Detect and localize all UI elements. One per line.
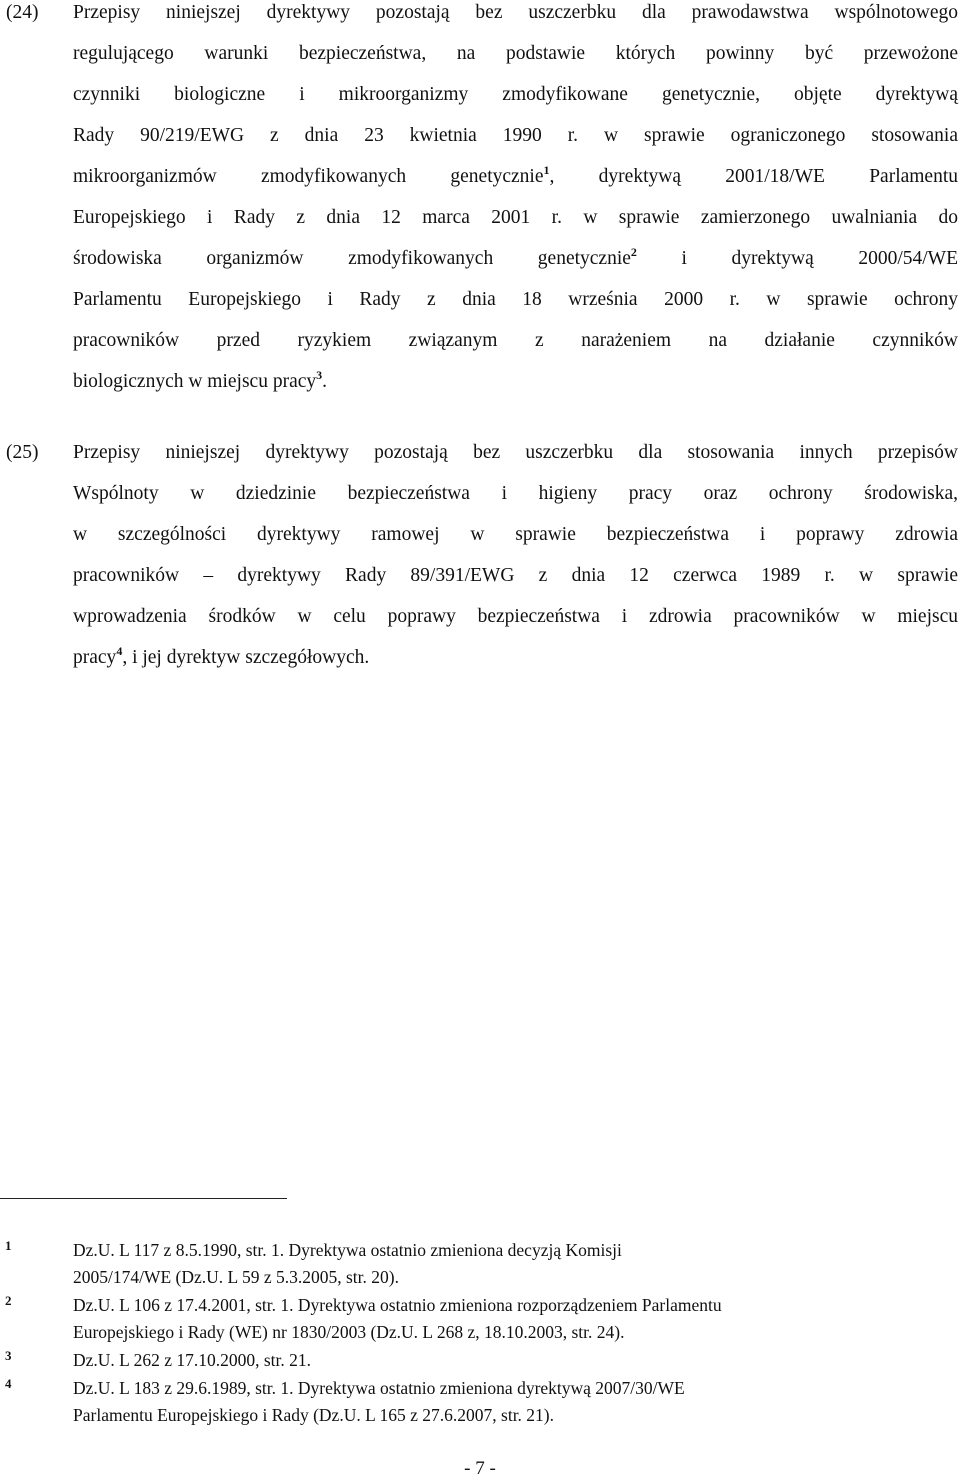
footnote-text xyxy=(73,1347,953,1374)
text-line: czynniki biologiczne i mikroorganizmy zmodyfikowane genetycznie, objęte dyrektywą xyxy=(73,84,958,105)
text-line: w szczególności dyrektywy ramowej w sprawie bezpieczeństwa i poprawy zdrowia xyxy=(73,524,958,545)
text-line: pracowników przed ryzykiem związanym z narażeniem na działanie czynników xyxy=(73,330,958,351)
text-line xyxy=(73,238,958,279)
footnote-ref[interactable]: 2 xyxy=(630,245,637,259)
footnote-number: 1 xyxy=(5,1238,12,1253)
footnote-text xyxy=(73,1375,953,1429)
text-segment: . xyxy=(322,371,328,392)
footnote-text xyxy=(73,1292,953,1346)
text-line xyxy=(73,361,958,402)
text-line: pracowników – dyrektywy Rady 89/391/EWG z dnia 12 czerwca 1989 r. w sprawie xyxy=(73,565,958,586)
text-segment: mikroorganizmów zmodyfikowanych genetycznie xyxy=(73,166,544,187)
footnote-line: Dz.U. L 117 z 8.5.1990, str. 1. Dyrektywa ostatnio zmieniona decyzją Komisji xyxy=(73,1240,622,1260)
text-line: Przepisy niniejszej dyrektywy pozostają bez uszczerbku dla prawodawstwa wspólnotowego xyxy=(73,2,958,23)
text-line: wprowadzenia środków w celu poprawy bezpieczeństwa i zdrowia pracowników w miejscu xyxy=(73,606,958,627)
footnote-ref[interactable]: 1 xyxy=(543,163,550,177)
text-line: regulującego warunki bezpieczeństwa, na podstawie których powinny być przewożone xyxy=(73,43,958,64)
text-line: Europejskiego i Rady z dnia 12 marca 2001 r. w sprawie zamierzonego uwalniania do xyxy=(73,207,958,228)
text-segment: , dyrektywą 2001/18/WE Parlamentu xyxy=(549,166,959,187)
footnote-text xyxy=(73,1237,953,1291)
footnote-line: Dz.U. L 183 z 29.6.1989, str. 1. Dyrektywa ostatnio zmieniona dyrektywą 2007/30/WE xyxy=(73,1378,685,1398)
text-segment: biologicznych w miejscu pracy xyxy=(73,371,317,392)
recital-number: (24) xyxy=(6,2,39,23)
recital-text xyxy=(73,0,958,402)
page-number: - 7 - xyxy=(464,1458,496,1479)
footnote-number: 3 xyxy=(5,1348,12,1363)
text-line: Przepisy niniejszej dyrektywy pozostają bez uszczerbku dla stosowania innych przepisów xyxy=(73,442,958,463)
footnote-line: Parlamentu Europejskiego i Rady (Dz.U. L 165 z 27.6.2007, str. 21). xyxy=(73,1405,555,1425)
text-line: Rady 90/219/EWG z dnia 23 kwietnia 1990 r. w sprawie ograniczonego stosowania xyxy=(73,125,958,146)
footnote-line: Dz.U. L 106 z 17.4.2001, str. 1. Dyrektywa ostatnio zmieniona rozporządzeniem Parlamentu xyxy=(73,1295,722,1315)
text-line: Parlamentu Europejskiego i Rady z dnia 18 września 2000 r. w sprawie ochrony xyxy=(73,289,958,310)
text-line xyxy=(73,156,958,197)
footnote-ref[interactable]: 3 xyxy=(316,368,323,382)
text-segment: i dyrektywą 2000/54/WE xyxy=(636,248,958,269)
footnote-separator xyxy=(0,1198,287,1199)
footnote-line: 2005/174/WE (Dz.U. L 59 z 5.3.2005, str. 20). xyxy=(73,1267,399,1287)
text-segment: , i jej dyrektyw szczegółowych. xyxy=(122,647,370,668)
footnote-ref[interactable]: 4 xyxy=(116,644,123,658)
text-line xyxy=(73,637,958,678)
text-segment: pracy xyxy=(73,647,117,668)
footnote-number: 4 xyxy=(5,1376,12,1391)
text-line: Wspólnoty w dziedzinie bezpieczeństwa i higieny pracy oraz ochrony środowiska, xyxy=(73,483,958,504)
text-segment: środowiska organizmów zmodyfikowanych genetycznie xyxy=(73,248,631,269)
footnote-line: Europejskiego i Rady (WE) nr 1830/2003 (Dz.U. L 268 z, 18.10.2003, str. 24). xyxy=(73,1322,625,1342)
recital-number: (25) xyxy=(6,442,39,463)
footnote-number: 2 xyxy=(5,1293,12,1308)
footnote-line: Dz.U. L 262 z 17.10.2000, str. 21. xyxy=(73,1350,312,1370)
recital-text xyxy=(73,432,958,678)
